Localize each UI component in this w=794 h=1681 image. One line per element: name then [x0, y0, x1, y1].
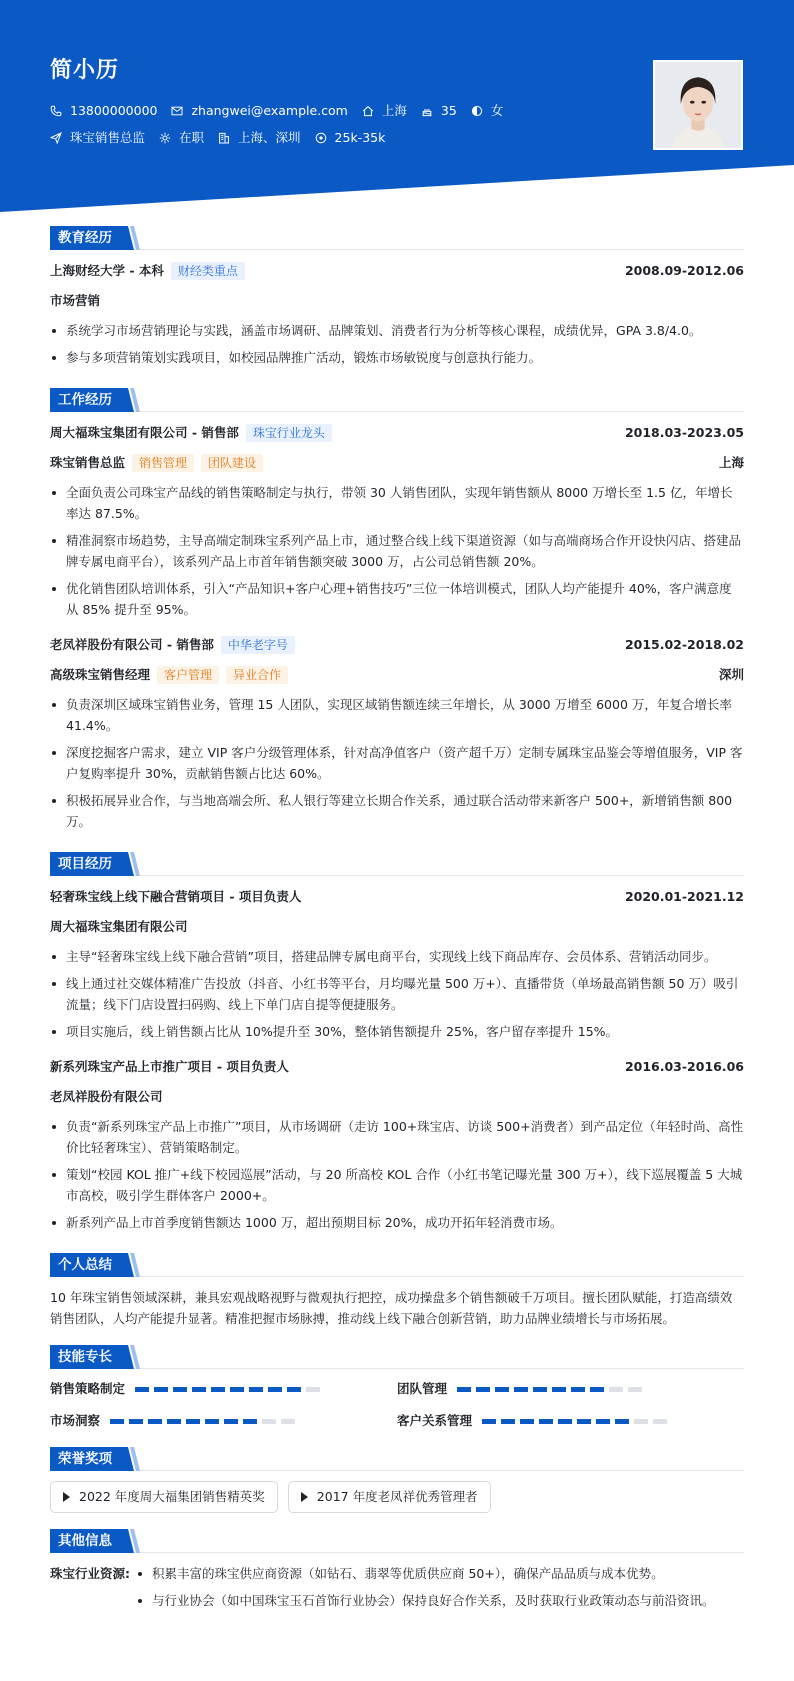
age: 35 [421, 102, 457, 121]
skill-segment-empty [634, 1419, 648, 1424]
email[interactable]: zhangwei@example.com [171, 102, 347, 121]
project-bullets [50, 946, 744, 1042]
project-name: 新系列珠宝产品上市推广项目 - 项目负责人 [50, 1058, 289, 1074]
skill-item [50, 1379, 397, 1399]
education-section [50, 226, 744, 368]
play-triangle-icon [63, 1492, 70, 1502]
skill-segment-filled [577, 1419, 591, 1424]
work-entry [50, 634, 744, 832]
awards-section [50, 1447, 744, 1513]
gear-icon [159, 132, 171, 144]
job-title: 珠宝销售总监 [50, 454, 126, 470]
skill-item [50, 1411, 397, 1431]
title-tab-decor [120, 226, 142, 250]
skill-segment-filled [596, 1419, 610, 1424]
title-tab-decor [120, 388, 142, 412]
skills-section [50, 1345, 744, 1431]
skill-segment-filled [501, 1419, 515, 1424]
work-section [50, 388, 744, 832]
work-bullets [50, 482, 744, 620]
avatar-portrait [655, 62, 741, 148]
other-label: 珠宝行业资源: [50, 1566, 130, 1581]
skill-segment-filled [539, 1419, 553, 1424]
skill-segment-filled [243, 1419, 257, 1424]
play-triangle-icon [301, 1492, 308, 1502]
section-title: 项目经历 [50, 852, 142, 876]
send-icon [50, 132, 62, 144]
work-date: 2015.02-2018.02 [624, 636, 744, 652]
section-title: 其他信息 [50, 1529, 142, 1553]
list-item: 积累丰富的珠宝供应商资源（如钻石、翡翠等优质供应商 50+），确保产品品质与成本优势。 [136, 1563, 715, 1584]
other-section [50, 1529, 744, 1617]
skills-grid [50, 1379, 744, 1431]
section-title: 技能专长 [50, 1345, 142, 1369]
coin-icon [315, 132, 327, 144]
award-item: 2022 年度周大福集团销售精英奖 [50, 1481, 278, 1513]
education-date: 2008.09-2012.06 [624, 262, 744, 278]
skill-segment-filled [590, 1387, 604, 1392]
list-item: 策划“校园 KOL 推广+线下校园巡展”活动，与 20 所高校 KOL 合作（小红书笔记曝光量 300 万+），线下巡展覆盖 5 大城市高校，吸引学生群体客户 2000+。 [50, 1164, 744, 1206]
skill-segment-empty [628, 1387, 642, 1392]
skill-name: 团队管理 [397, 1380, 448, 1396]
summary-section [50, 1253, 744, 1329]
gender-icon [471, 105, 483, 117]
avatar [653, 60, 743, 150]
mail-icon [171, 105, 183, 117]
project-name: 轻奢珠宝线上线下融合营销项目 - 项目负责人 [50, 888, 302, 904]
candidate-name: 简小历 [50, 58, 120, 83]
skill-segment-filled [615, 1419, 629, 1424]
projects-section [50, 852, 744, 1233]
skill-segment-empty [653, 1419, 667, 1424]
skill-level-bar [482, 1419, 672, 1424]
phone[interactable]: 13800000000 [50, 102, 157, 121]
job-status: 在职 [159, 129, 204, 148]
school-tag: 财经类重点 [171, 262, 245, 280]
skill-segment-filled [533, 1387, 547, 1392]
awards-list [50, 1481, 744, 1513]
project-entry [50, 886, 744, 1042]
education-bullets [50, 320, 744, 368]
other-bullets [136, 1563, 715, 1617]
company-tag: 珠宝行业龙头 [246, 424, 332, 442]
list-item: 线上通过社交媒体精准广告投放（抖音、小红书等平台，月均曝光量 500 万+）、直播带货（单场最高销售额 50 万）吸引流量；线下门店设置扫码购、线上下单门店自提等便捷服务。 [50, 973, 744, 1015]
skill-tag: 销售管理 [132, 454, 194, 472]
other-info [50, 1563, 744, 1617]
list-item: 积极拓展异业合作，与当地高端会所、私人银行等建立长期合作关系，通过联合活动带来新客户 500+，新增销售额 800 万。 [50, 790, 744, 832]
skill-segment-filled [211, 1387, 225, 1392]
skill-segment-filled [205, 1419, 219, 1424]
work-bullets [50, 694, 744, 832]
skill-segment-filled [476, 1387, 490, 1392]
summary-text: 10 年珠宝销售领域深耕，兼具宏观战略视野与微观执行把控，成功操盘多个销售额破千万项目。擅长团队赋能，打造高绩效销售团队，人均产能提升显著。精准把握市场脉搏，推动线上线下融合创新营销，助力品牌业绩增长与市场拓展。 [50, 1290, 733, 1326]
work-entry [50, 422, 744, 620]
skill-name: 客户关系管理 [397, 1412, 473, 1428]
skill-segment-filled [514, 1387, 528, 1392]
skill-tag: 异业合作 [226, 666, 288, 684]
home-icon [362, 105, 374, 117]
award-item: 2017 年度老凤祥优秀管理者 [288, 1481, 491, 1513]
project-date: 2020.01-2021.12 [624, 888, 744, 904]
skill-segment-filled [249, 1387, 263, 1392]
section-title: 工作经历 [50, 388, 142, 412]
section-title: 教育经历 [50, 226, 142, 250]
school-name: 上海财经大学 - 本科 [50, 262, 164, 278]
skill-segment-empty [281, 1419, 295, 1424]
skill-segment-filled [167, 1419, 181, 1424]
list-item: 深度挖掘客户需求，建立 VIP 客户分级管理体系，针对高净值客户（资产超千万）定制专属珠宝品鉴会等增值服务，VIP 客户复购率提升 30%，贡献销售额占比达 60%。 [50, 742, 744, 784]
skill-segment-filled [558, 1419, 572, 1424]
list-item: 负责深圳区域珠宝销售业务，管理 15 人团队，实现区域销售额连续三年增长，从 3000 万增至 6000 万，年复合增长率 41.4%。 [50, 694, 744, 736]
skill-segment-empty [609, 1387, 623, 1392]
title-tab-decor [120, 1529, 142, 1553]
work-date: 2018.03-2023.05 [624, 424, 744, 440]
list-item: 系统学习市场营销理论与实践，涵盖市场调研、品牌策划、消费者行为分析等核心课程，成绩优异，GPA 3.8/4.0。 [50, 320, 744, 341]
skill-segment-filled [287, 1387, 301, 1392]
list-item: 优化销售团队培训体系，引入“产品知识+客户心理+销售技巧”三位一体培训模式，团队人均产能提升 40%，客户满意度从 85% 提升至 95%。 [50, 578, 744, 620]
city: 上海 [362, 102, 407, 121]
skill-name: 市场洞察 [50, 1412, 101, 1428]
skill-level-bar [135, 1387, 325, 1392]
skill-segment-filled [148, 1419, 162, 1424]
header [0, 0, 794, 212]
skill-segment-filled [129, 1419, 143, 1424]
gender: 女 [471, 102, 504, 121]
skill-segment-filled [552, 1387, 566, 1392]
skill-segment-filled [192, 1387, 206, 1392]
skill-item [397, 1379, 744, 1399]
skill-segment-filled [457, 1387, 471, 1392]
skill-segment-filled [224, 1419, 238, 1424]
skill-segment-empty [262, 1419, 276, 1424]
list-item: 负责“新系列珠宝产品上市推广”项目，从市场调研（走访 100+珠宝店、访谈 500+消费者）到产品定位（年轻时尚、高性价比轻奢珠宝）、营销策略制定。 [50, 1116, 744, 1158]
list-item: 精准洞察市场趋势，主导高端定制珠宝系列产品上市，通过整合线上线下渠道资源（如与高端商场合作开设快闪店、搭建品牌专属电商平台），该系列产品上市首年销售额突破 3000 万，占公司总销售额 20%。 [50, 530, 744, 572]
project-org: 老凤祥股份有限公司 [50, 1088, 163, 1104]
list-item: 新系列产品上市首季度销售额达 1000 万，超出预期目标 20%，成功开拓年轻消费市场。 [50, 1212, 744, 1233]
skill-tag: 客户管理 [157, 666, 219, 684]
work-city: 深圳 [718, 666, 744, 682]
project-date: 2016.03-2016.06 [624, 1058, 744, 1074]
title-tab-decor [120, 852, 142, 876]
company-tag: 中华老字号 [221, 636, 295, 654]
phone-icon [50, 105, 62, 117]
skill-segment-filled [173, 1387, 187, 1392]
company-name: 老凤祥股份有限公司 - 销售部 [50, 636, 214, 652]
project-entry [50, 1056, 744, 1233]
skill-segment-filled [230, 1387, 244, 1392]
skill-segment-filled [186, 1419, 200, 1424]
title-tab-decor [120, 1447, 142, 1471]
list-item: 项目实施后，线上销售额占比从 10%提升至 30%，整体销售额提升 25%，客户留存率提升 15%。 [50, 1021, 744, 1042]
major: 市场营销 [50, 292, 101, 308]
project-org: 周大福珠宝集团有限公司 [50, 918, 188, 934]
section-title: 荣誉奖项 [50, 1447, 142, 1471]
list-item: 参与多项营销策划实践项目，如校园品牌推广活动，锻炼市场敏锐度与创意执行能力。 [50, 347, 744, 368]
building-icon [218, 132, 230, 144]
job-title: 高级珠宝销售经理 [50, 666, 151, 682]
skill-segment-filled [154, 1387, 168, 1392]
skill-segment-filled [135, 1387, 149, 1392]
education-entry-header [50, 260, 744, 282]
title-tab-decor [120, 1253, 142, 1277]
list-item: 主导“轻奢珠宝线上线下融合营销”项目，搭建品牌专属电商平台，实现线上线下商品库存、会员体系、营销活动同步。 [50, 946, 744, 967]
title-tab-decor [120, 1345, 142, 1369]
salary: 25k-35k [315, 129, 386, 148]
list-item: 与行业协会（如中国珠宝玉石首饰行业协会）保持良好合作关系，及时获取行业政策动态与前沿资讯。 [136, 1590, 715, 1611]
cake-icon [421, 105, 433, 117]
project-bullets [50, 1116, 744, 1233]
skill-level-bar [457, 1387, 647, 1392]
work-locations: 上海、深圳 [218, 129, 301, 148]
skill-segment-filled [520, 1419, 534, 1424]
skill-segment-filled [482, 1419, 496, 1424]
skill-segment-filled [268, 1387, 282, 1392]
skill-segment-filled [495, 1387, 509, 1392]
skill-level-bar [110, 1419, 300, 1424]
skill-tag: 团队建设 [201, 454, 263, 472]
skill-name: 销售策略制定 [50, 1380, 126, 1396]
resume-body [50, 226, 744, 1617]
work-city: 上海 [718, 454, 744, 470]
skill-item [397, 1411, 744, 1431]
skill-segment-filled [571, 1387, 585, 1392]
list-item: 全面负责公司珠宝产品线的销售策略制定与执行，带领 30 人销售团队，实现年销售额从 8000 万增长至 1.5 亿，年增长率达 87.5%。 [50, 482, 744, 524]
skill-segment-empty [306, 1387, 320, 1392]
skill-segment-filled [110, 1419, 124, 1424]
target-position: 珠宝销售总监 [50, 129, 145, 148]
company-name: 周大福珠宝集团有限公司 - 销售部 [50, 424, 239, 440]
section-title: 个人总结 [50, 1253, 142, 1277]
